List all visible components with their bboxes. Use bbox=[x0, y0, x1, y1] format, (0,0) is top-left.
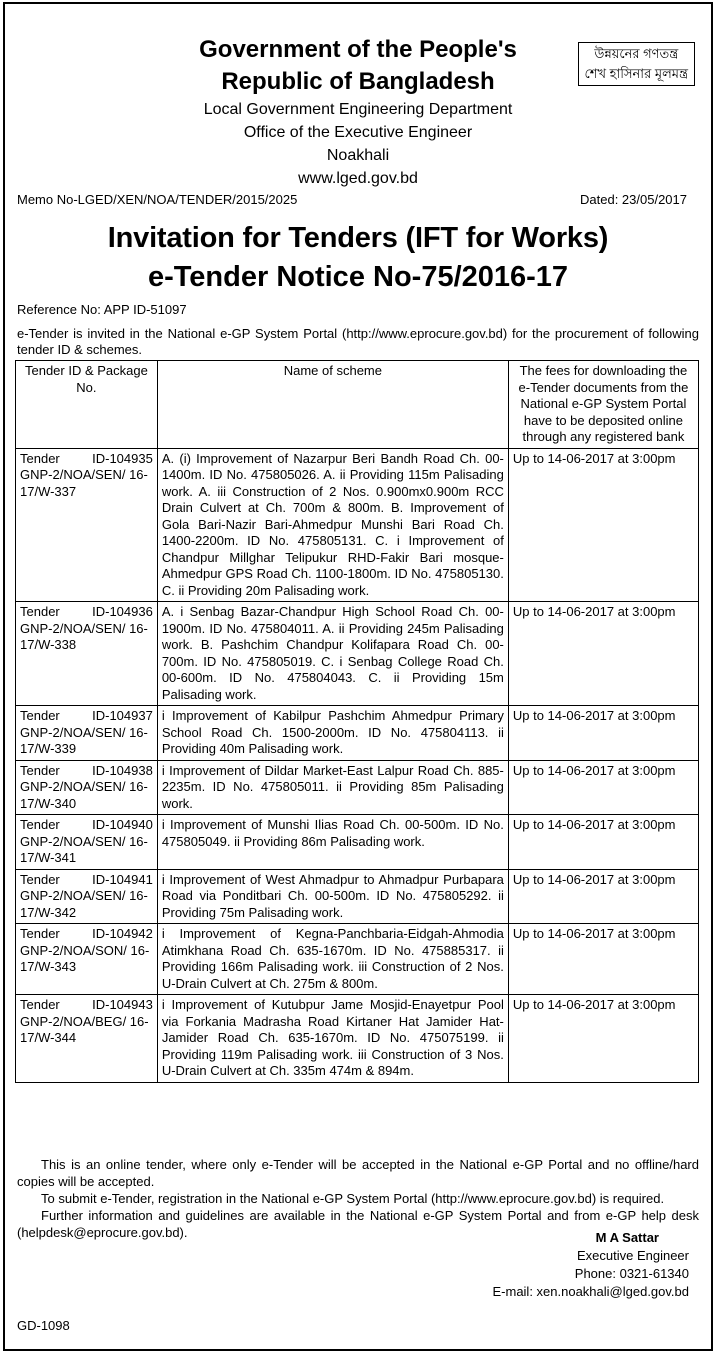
package-number: GNP-2/NOA/SEN/ 16-17/W-338 bbox=[20, 620, 148, 652]
table-row bbox=[16, 448, 699, 602]
signatory-email: E-mail: xen.noakhali@lged.gov.bd bbox=[492, 1284, 689, 1299]
table-row bbox=[16, 924, 699, 995]
package-number: GNP-2/NOA/SEN/ 16-17/W-339 bbox=[20, 724, 148, 756]
scheme-name: i Improvement of Kabilpur Pashchim Ahmedpur Primary School Road Ch. 1500-2000m. ID No. 475804113. ii Providing 40m Palisading work. bbox=[157, 706, 508, 761]
tender-id: Tender ID-104938 bbox=[20, 762, 153, 778]
office-name: Office of the Executive Engineer bbox=[243, 124, 473, 141]
table-header-row bbox=[16, 361, 699, 449]
office-location: Noakhali bbox=[326, 147, 390, 164]
tender-id: Tender ID-104943 bbox=[20, 997, 153, 1012]
notice-title: Invitation for Tenders (IFT for Works) bbox=[107, 222, 609, 254]
tender-id-cell bbox=[16, 602, 158, 706]
reference-number: Reference No: APP ID-51097 bbox=[17, 302, 187, 317]
header-scheme: Name of scheme bbox=[157, 361, 508, 449]
package-number: GNP-2/NOA/SEN/ 16-17/W-340 bbox=[20, 779, 148, 811]
package-number: GNP-2/NOA/SEN/ 16-17/W-337 bbox=[20, 467, 148, 499]
tender-id-cell bbox=[16, 924, 158, 995]
slogan-box bbox=[578, 42, 695, 86]
submission-deadline: Up to 14-06-2017 at 3:00pm bbox=[508, 602, 698, 706]
scheme-name: i Improvement of Kegna-Panchbaria-Eidgah-Ahmodia Atimkhana Road Ch. 635-1670m. ID No. 475885317. ii Providing 166m Palisading work. iii Construction of 2 Nos. U-Drain Culvert at Ch. 275m & 800m. bbox=[157, 924, 508, 995]
tender-id: Tender ID-104937 bbox=[20, 708, 153, 723]
tender-id-cell bbox=[16, 995, 158, 1083]
slogan-line2: শেখ হাসিনার মূলমন্ত্র bbox=[584, 66, 688, 81]
scheme-name: i Improvement of Munshi Ilias Road Ch. 00-500m. ID No. 475805049. ii Providing 86m Palisading work. bbox=[157, 815, 508, 870]
office-website: www.lged.gov.bd bbox=[298, 170, 418, 187]
scheme-name: i Improvement of Dildar Market-East Lalpur Road Ch. 885-2235m. ID No. 475805011. ii Providing 85m Palisading work. bbox=[157, 760, 508, 815]
header-fees: The fees for downloading the e-Tender documents from the National e-GP System Portal have to be deposited online through any registered bank bbox=[508, 361, 698, 449]
scheme-name: i Improvement of West Ahmadpur to Ahmadpur Purbapara Road via Ponditbari Ch. 00-500m. ID No. 475805292. ii Providing 75m Palisading work. bbox=[157, 869, 508, 924]
memo-number: Memo No-LGED/XEN/NOA/TENDER/2015/2025 bbox=[17, 192, 298, 207]
package-number: GNP-2/NOA/BEG/ 16-17/W-344 bbox=[20, 1013, 149, 1045]
notice-number: e-Tender Notice No-75/2016-17 bbox=[147, 261, 569, 293]
submission-deadline: Up to 14-06-2017 at 3:00pm bbox=[508, 448, 698, 602]
table-row bbox=[16, 815, 699, 870]
scheme-name: i Improvement of Kutubpur Jame Mosjid-Enayetpur Pool via Forkania Madrasha Road Kirtaner Hat Jamider Hat-Jamider Road Ch. 635-1670m. ID No. 475075199. ii Providing 119m Palisading work. iii Construction of 3 Nos. U-Drain Culvert at Ch. 335m 474m & 894m. bbox=[157, 995, 508, 1083]
package-number: GNP-2/NOA/SEN/ 16-17/W-341 bbox=[20, 833, 148, 865]
scheme-name: A. i Senbag Bazar-Chandpur High School Road Ch. 00-1900m. ID No. 475804011. A. ii Providing 245m Palisading work. B. Pashchim Chandpur Kolifapara Road Ch. 00-700m. ID No. 475805019. C. i Senbag College Road Ch. 00-600m. ID No. 475804043. C. ii Providing 15m Palisading work. bbox=[157, 602, 508, 706]
submission-deadline: Up to 14-06-2017 at 3:00pm bbox=[508, 924, 698, 995]
tender-table bbox=[15, 360, 699, 1083]
intro-paragraph: e-Tender is invited in the National e-GP System Portal (http://www.eprocure.gov.bd) for the procurement of following tender ID & schemes. bbox=[17, 326, 699, 357]
gd-number: GD-1098 bbox=[17, 1318, 70, 1333]
tender-id: Tender ID-104942 bbox=[20, 926, 153, 941]
tender-id-cell bbox=[16, 706, 158, 761]
footer-note-1: This is an online tender, where only e-Tender will be accepted in the National e-GP Portal and no offline/hard copies will be accepted. bbox=[17, 1157, 699, 1189]
tender-id: Tender ID-104940 bbox=[20, 817, 153, 832]
table-row bbox=[16, 706, 699, 761]
package-number: GNP-2/NOA/SON/ 16-17/W-343 bbox=[20, 942, 150, 974]
table-row bbox=[16, 760, 699, 815]
submission-deadline: Up to 14-06-2017 at 3:00pm bbox=[508, 760, 698, 815]
memo-date: Dated: 23/05/2017 bbox=[580, 192, 687, 207]
memo-line bbox=[17, 192, 687, 207]
signatory-name: M A Sattar bbox=[595, 1230, 659, 1245]
tender-id-cell bbox=[16, 815, 158, 870]
department-name: Local Government Engineering Department bbox=[203, 101, 513, 118]
package-number: GNP-2/NOA/SEN/ 16-17/W-342 bbox=[20, 888, 148, 920]
slogan-line1: উন্নয়নের গণতন্ত্র bbox=[594, 46, 679, 61]
tender-rows bbox=[16, 448, 699, 1082]
tender-id-cell bbox=[16, 869, 158, 924]
signature-block bbox=[492, 1229, 689, 1301]
submission-deadline: Up to 14-06-2017 at 3:00pm bbox=[508, 815, 698, 870]
footer-note-2: To submit e-Tender, registration in the National e-GP System Portal (http://www.eprocure.gov.bd) is required. bbox=[41, 1191, 665, 1206]
submission-deadline: Up to 14-06-2017 at 3:00pm bbox=[508, 706, 698, 761]
scheme-name: A. (i) Improvement of Nazarpur Beri Bandh Road Ch. 00-1400m. ID No. 475805026. A. ii Providing 115m Palisading work. A. iii Construction of 2 Nos. 0.900mx0.900m RCC Drain Culvert at Ch. 700m & 800m. B. Improvement of Gola Bari-Nazir Bari-Ahmedpur Munshi Bari Road Ch. 1400-2200m. ID No. 475805131. C. i Improvement of Chandpur Millghar Telipukur RHD-Fakir Bari mosque- Ahmedpur GPS Road Ch. 1100-1800m. ID No. 475805130. C. ii Providing 20m Palisading work. bbox=[157, 448, 508, 602]
signatory-phone: Phone: 0321-61340 bbox=[574, 1266, 689, 1281]
table-row bbox=[16, 602, 699, 706]
government-name-line2: Republic of Bangladesh bbox=[221, 68, 495, 95]
footer-note-3: Further information and guidelines are available in the National e-GP System Portal and from e-GP help desk (helpdesk@eprocure.gov.bd). bbox=[17, 1208, 699, 1240]
table-row bbox=[16, 869, 699, 924]
tender-id: Tender ID-104935 bbox=[20, 450, 153, 466]
submission-deadline: Up to 14-06-2017 at 3:00pm bbox=[508, 995, 698, 1083]
header-tender-id: Tender ID & Package No. bbox=[16, 361, 158, 449]
tender-id-cell bbox=[16, 448, 158, 602]
tender-notice-page bbox=[3, 2, 713, 1351]
submission-deadline: Up to 14-06-2017 at 3:00pm bbox=[508, 869, 698, 924]
table-row bbox=[16, 995, 699, 1083]
tender-id: Tender ID-104941 bbox=[20, 871, 153, 887]
tender-id: Tender ID-104936 bbox=[20, 604, 153, 619]
tender-id-cell bbox=[16, 760, 158, 815]
signatory-designation: Executive Engineer bbox=[576, 1248, 689, 1263]
government-name-line1: Government of the People's bbox=[199, 36, 517, 63]
